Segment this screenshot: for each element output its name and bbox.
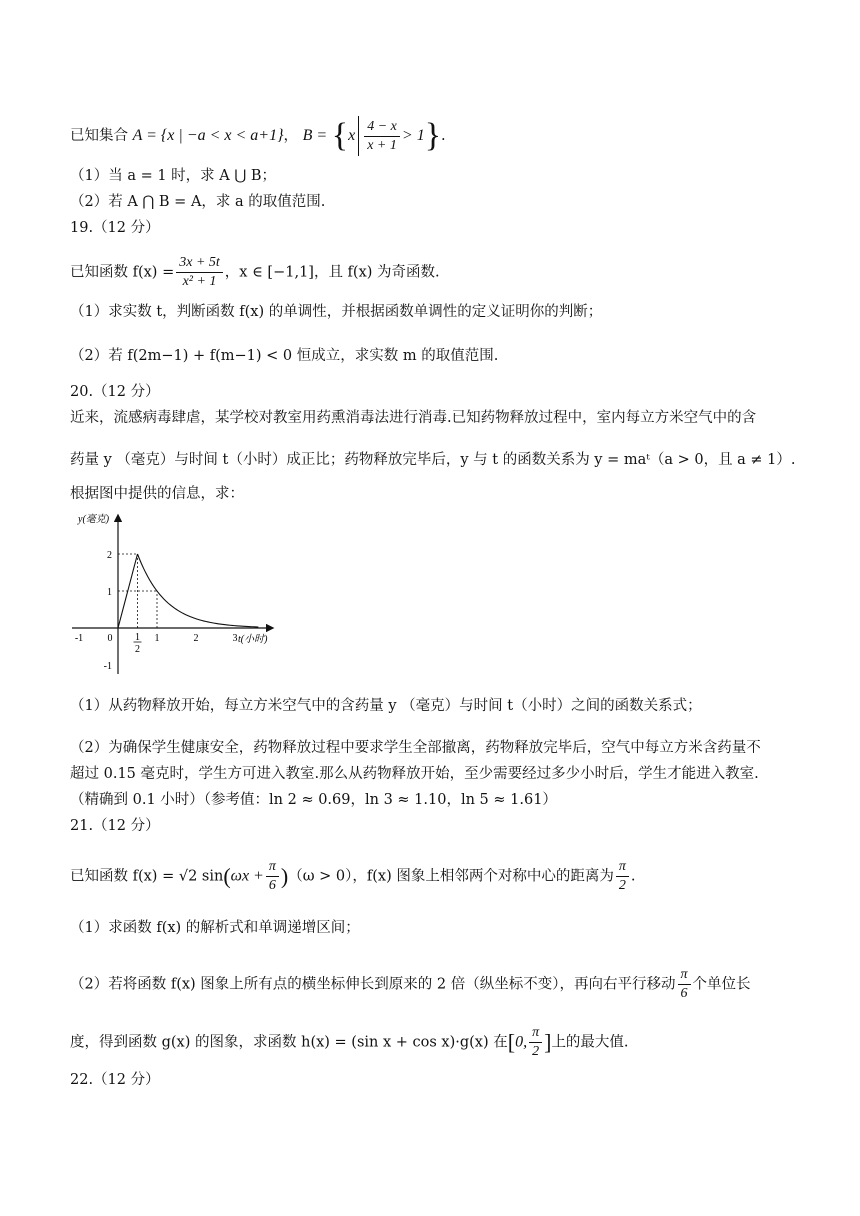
q18-part1: （1）当 a = 1 时，求 A ⋃ B； [70,168,277,184]
q19-heading: 19.（12 分） [70,220,160,236]
q19-frac-den: x² + 1 [182,274,217,289]
q21-interval-lhs: 0, [515,1033,528,1051]
q21-left-paren: ( [223,863,231,889]
q18-set-b-lhs: B = [302,127,328,144]
q20-part1: （1）从药物释放开始，每立方米空气中的含药量 y （毫克）与时间 t（小时）之间的函数关系式； [70,698,702,714]
y-tick-1: 1 [107,587,112,598]
y-tick-2: -1 [103,661,112,672]
q18-frac-num: 4 − x [364,118,400,137]
q21-part2-line1 [70,966,751,1003]
q19-stem-lhs: 已知函数 f(x) = [70,264,175,281]
q21-part2b-text: 度，得到函数 g(x) 的图象，求函数 h(x) = (sin x + cos x)·g(x) 在 [70,1034,508,1051]
q18-stem [70,116,446,156]
q21-pi-num-4: π [529,1024,542,1043]
q21-part1: （1）求函数 f(x) 的解析式和单调递增区间； [70,920,360,936]
q20-heading: 20.（12 分） [70,384,160,400]
q21-pi-over-two [616,858,629,895]
q21-two-den-2: 2 [532,1044,540,1059]
q21-six-den-2: 6 [680,986,688,1001]
x-axis-label: t(小时) [238,634,268,645]
q21-pi-over-six [266,858,279,895]
x-tick-3: 1 [154,633,160,644]
q21-right-paren: ) [280,863,289,889]
q22-heading: 22.（12 分） [70,1072,160,1088]
q18-end: . [441,128,446,144]
q18-part2: （2）若 A ⋂ B = A，求 a 的取值范围. [70,194,326,210]
q21-interval-fraction [529,1024,542,1061]
q21-right-bracket: ] [544,1029,552,1055]
x-tick-half-den: 2 [135,644,140,655]
q18-set-b-fraction [364,118,400,155]
q19-stem [70,254,440,291]
q21-part2a-end: 个单位长 [692,976,751,993]
q18-stem-text: 已知集合 [70,128,128,144]
q21-end: . [630,868,636,885]
y-axis-label: y(毫克) [78,514,110,525]
y-tick-0: 2 [107,550,112,561]
q21-shift-fraction [678,966,691,1003]
q18-set-b-bar [358,116,359,156]
q18-set-b-var: x [348,127,356,144]
q21-two-den: 2 [618,878,626,893]
q21-part2-line2 [70,1024,629,1061]
q21-pi-num-2: π [616,858,629,877]
q21-pi-num-3: π [678,966,691,985]
q21-part2a-text: （2）若将函数 f(x) 图象上所有点的横坐标伸长到原来的 2 倍（纵坐标不变），再向右平行移动 [70,976,676,993]
q21-six-den: 6 [268,878,276,893]
q18-sep: ， [283,128,298,144]
q19-fraction [176,254,223,291]
q19-frac-num: 3x + 5t [176,254,223,273]
q21-heading: 21.（12 分） [70,818,160,834]
q18-frac-den: x + 1 [367,137,397,153]
q20-part2-line3: （精确到 0.1 小时）（参考值：ln 2 ≈ 0.69，ln 3 ≈ 1.10，ln 5 ≈ 1.61） [70,792,557,808]
q19-stem-rhs: ，x ∈ [−1,1]，且 f(x) 为奇函数. [224,264,440,281]
q20-line1: 近来，流感病毒肆虐，某学校对教室用药熏消毒法进行消毒.已知药物释放过程中，室内每立方米空气中的含 [70,410,757,426]
q21-pi-num: π [266,858,279,877]
q21-stem [70,858,635,895]
decay-curve [138,554,259,627]
decay-chart [68,508,280,680]
q20-part2-line1: （2）为确保学生健康安全，药物释放过程中要求学生全部撤离，药物释放完毕后，空气中每立方米含药量不 [70,740,761,756]
q18-left-brace: { [331,117,349,154]
q21-omega: ωx + [230,867,264,885]
q20-part2-line2: 超过 0.15 毫克时，学生方可进入教室.那么从药物释放开始，至少需要经过多少小时后，学生才能进入教室. [70,766,759,782]
q18-set-b-gt: > 1 [401,127,425,144]
q21-left-bracket: [ [507,1029,516,1055]
x-tick-1: 0 [107,633,113,644]
q18-right-brace: } [424,117,442,154]
q21-stem-a: 已知函数 f(x) = √2 sin [70,868,224,885]
q19-part2: （2）若 f(2m−1) + f(m−1) < 0 恒成立，求实数 m 的取值范围. [70,348,499,364]
x-tick-half-num: 1 [135,632,140,643]
q20-line2: 药量 y （毫克）与时间 t（小时）成正比；药物释放完毕后，y 与 t 的函数关系为 y = maᵗ（a > 0，且 a ≠ 1）. [70,452,796,468]
q20-line3: 根据图中提供的信息，求： [70,486,244,502]
x-tick-0: -1 [74,633,84,644]
q21-part2b-end: 上的最大值. [551,1034,629,1051]
q21-stem-b: （ω > 0），f(x) 图象上相邻两个对称中心的距离为 [288,868,614,885]
x-tick-4: 2 [193,633,199,644]
q18-set-a: A = {x | −a < x < a+1} [132,127,284,144]
q19-part1: （1）求实数 t，判断函数 f(x) 的单调性，并根据函数单调性的定义证明你的判断； [70,304,603,320]
x-tick-5: 3 [232,633,238,644]
